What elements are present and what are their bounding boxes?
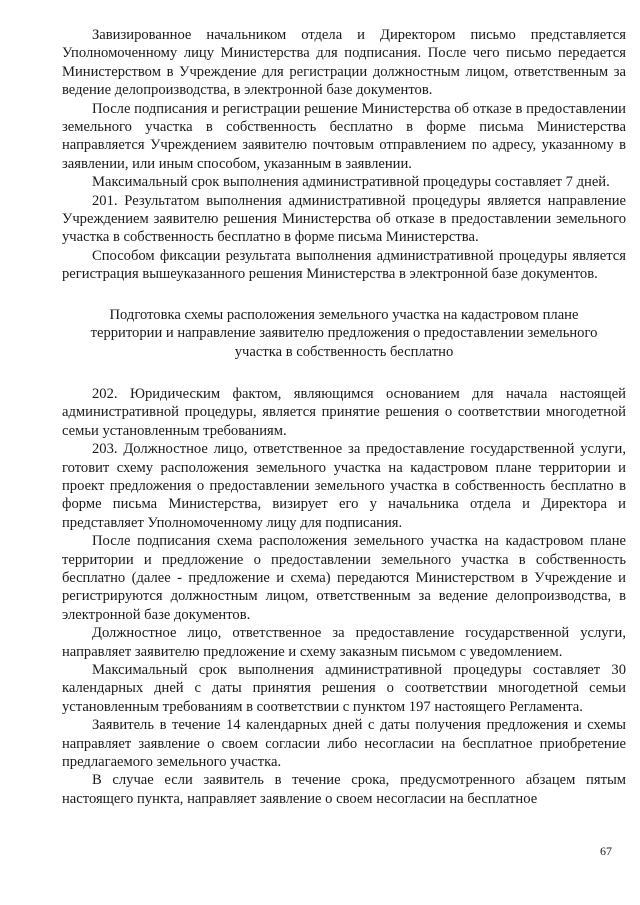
paragraph-item-203: 203. Должностное лицо, ответственное за предоставление государственной услуги, готовит схему расположения земельного участка на кадастровом плане территории и проект предложения о предоставлении земельного участка в собственность бесплатно в форме письма Министерства, визирует его у начальника отдела и Директора и представляет Уполномоченному лицу для подписания. <box>62 441 626 531</box>
paragraph-applicant-14-days: Заявитель в течение 14 календарных дней с даты получения предложения и схемы направляет заявление о своем согласии либо несогласии на бесплатное приобретение предлагаемого земельного участка. <box>62 717 626 771</box>
paragraph-disagreement-case: В случае если заявитель в течение срока, предусмотренного абзацем пятым настоящего пункта, направляет заявление о своем несогласии на бесплатное <box>62 772 626 807</box>
page-number: 67 <box>600 844 612 858</box>
paragraph-item-201: 201. Результатом выполнения административной процедуры является направление Учреждением заявителю решения Министерства об отказе в предоставлении земельного участка в собственность бесплатно в форме письма Министерства. <box>62 192 626 246</box>
paragraph-after-signing: После подписания схема расположения земельного участка на кадастровом плане территории и предложение о предоставлении земельного участка в собственность бесплатно (далее - предложение и схема) передаются Министерством в Учреждение и регистрируются должностным лицом, ответственным за ведение делопроизводства, в электронной базе документов. <box>62 533 626 623</box>
section-heading: Подготовка схемы расположения земельного участка на кадастровом плане территории и направление заявителю предложения о предоставлении земельного участка в собственность бесплатно <box>90 306 598 360</box>
paragraph-item-202: 202. Юридическим фактом, являющимся основанием для начала настоящей административной процедуры, является принятие решения о соответствии многодетной семьи установленным требованиям. <box>62 385 626 439</box>
paragraph-result-fixation: Способом фиксации результата выполнения административной процедуры является регистрация вышеуказанного решения Министерства в электронной базе документов. <box>62 247 626 283</box>
paragraph-max-term-30-days: Максимальный срок выполнения административной процедуры составляет 30 календарных дней с даты принятия решения о соответствии многодетной семьи установленным требованиям в соответствии с пунктом 197 настоящего Регламента. <box>62 662 626 715</box>
paragraph-refusal-delivery: После подписания и регистрации решение Министерства об отказе в предоставлении земельного участка в собственность бесплатно в форме письма Министерства направляется Учреждением заявителю почтовым отправлением по адресу, указанному в заявлении, или иным способом, указанным в заявлении. <box>62 100 626 172</box>
document-page <box>62 26 626 808</box>
paragraph-letter-submission: Завизированное начальником отдела и Директором письмо представляется Уполномоченному лицу Министерства для подписания. После чего письмо передается Министерством в Учреждение для регистрации должностным лицом, ответственным за ведение делопроизводства, в электронной базе документов. <box>62 27 626 99</box>
paragraph-send-to-applicant: Должностное лицо, ответственное за предоставление государственной услуги, направляет заявителю предложение и схему заказным письмом с уведомлением. <box>62 625 626 660</box>
paragraph-max-term-7-days: Максимальный срок выполнения административной процедуры составляет 7 дней. <box>92 174 610 191</box>
